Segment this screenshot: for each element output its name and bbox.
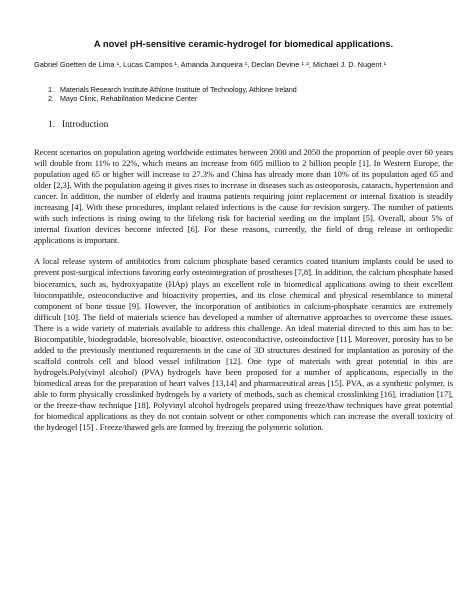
section-title: Introduction <box>62 120 109 130</box>
paper-title: A novel pH-sensitive ceramic-hydrogel for biomedical applications. <box>93 38 394 49</box>
author-list: Gabriel Goetten de Lima ¹, Lucas Campos ¹, Amanda Junqueira ¹, Declan Devine ¹·², Michael J. D. Nugent ¹ <box>34 60 387 69</box>
body-paragraph: Recent scenarios on population ageing worldwide estimates between 2000 and 2050 the proportion of people over 60 years will double from 11% to 22%, which means an increase from 605 million to 2 billion people [1]. In Western Europe, the population aged 65 or higher will increase to 27.3% and China has already more than 10% of its population aged 65 and older [2,3]. With the population ageing it gives rises to increase in diseases such as osteoporosis, cataracts, hypertension and cancer. In addition, the number of elderly and trauma patients requiring joint replacement or internal fixation is steadily increasing [4]. With these procedures, implant related infections is the cause for revision surgery. The number of patients with such infections is rising owing to the lifelong risk for bacterial seeding on the implant [5]. Overall, about 5% of internal fixation devices become infected [6]. For these reasons, currently, the field of drug release in orthopedic applications is important. <box>34 147 453 246</box>
section-number: 1. <box>48 120 56 130</box>
affiliation-number: 2. <box>48 95 54 103</box>
affiliation-number: 1. <box>48 86 54 94</box>
affiliation-text: Materials Research Institute Athlone Institute of Technology, Athlone Ireland <box>60 86 297 94</box>
affiliation-item <box>34 86 453 95</box>
section-heading <box>34 119 453 131</box>
affiliation-item <box>34 95 453 104</box>
body-paragraph: A local release system of antibiotics from calcium phosphate based ceramics coated titanium implants could be used to prevent post-surgical infections favoring early osteointegration of prostheses [7,8]. In addition, the calcium phosphate based bioceramics, such as, hydroxyapatite (HAp) plays an excellent role in biomedical applications owing to their excellent biocompatible, osteoconductive and bioactivity properties, and its close chemical and physical resemblance to mineral component of bone tissue [9]. However, the incorporation of antibiotics in calcium-phosphate ceramics are extremely difficult [10]. The field of materials science has developed a number of alternative approaches to overcome these issues. There is a wide variety of materials available to address this challenge. An ideal material directed to this aim has to be: Biocompatible, biodegradable, bioresolvable, bioactive, osteoconductive, osteoinductive [11]. Moreover, porosity has to be added to the previously mentioned requirements in the case of 3D structures destined for implantation as porosity of the scaffold controls cell and blood vessel infiltration [12]. One type of materials with great potential in this are hydrogels.Poly(vinyl alcohol) (PVA) hydrogels have been proposed for a number of applications, especially in the biomedical areas for the preparation of heart valves [13,14] and pharmaceutical areas [15]. PVA, as a synthetic polymer, is able to form physically crosslinked hydrogels by a variety of methods, such as chemical crosslinking [16], irradiation [17], or the freeze-thaw technique [18]. Polyvinyl alcohol hydrogels prepared using freeze/thaw techniques have great potential for biomedical applications as they do not contain solvent or other components which can increase the overall toxicity of the hydeogel [15] . Freeze/thawed gels are formed by freezing the polymeric solution. <box>34 256 453 433</box>
affiliation-list <box>34 86 453 104</box>
affiliation-text: Mayo Clinic, Rehabilitation Medicine Center <box>60 95 198 103</box>
